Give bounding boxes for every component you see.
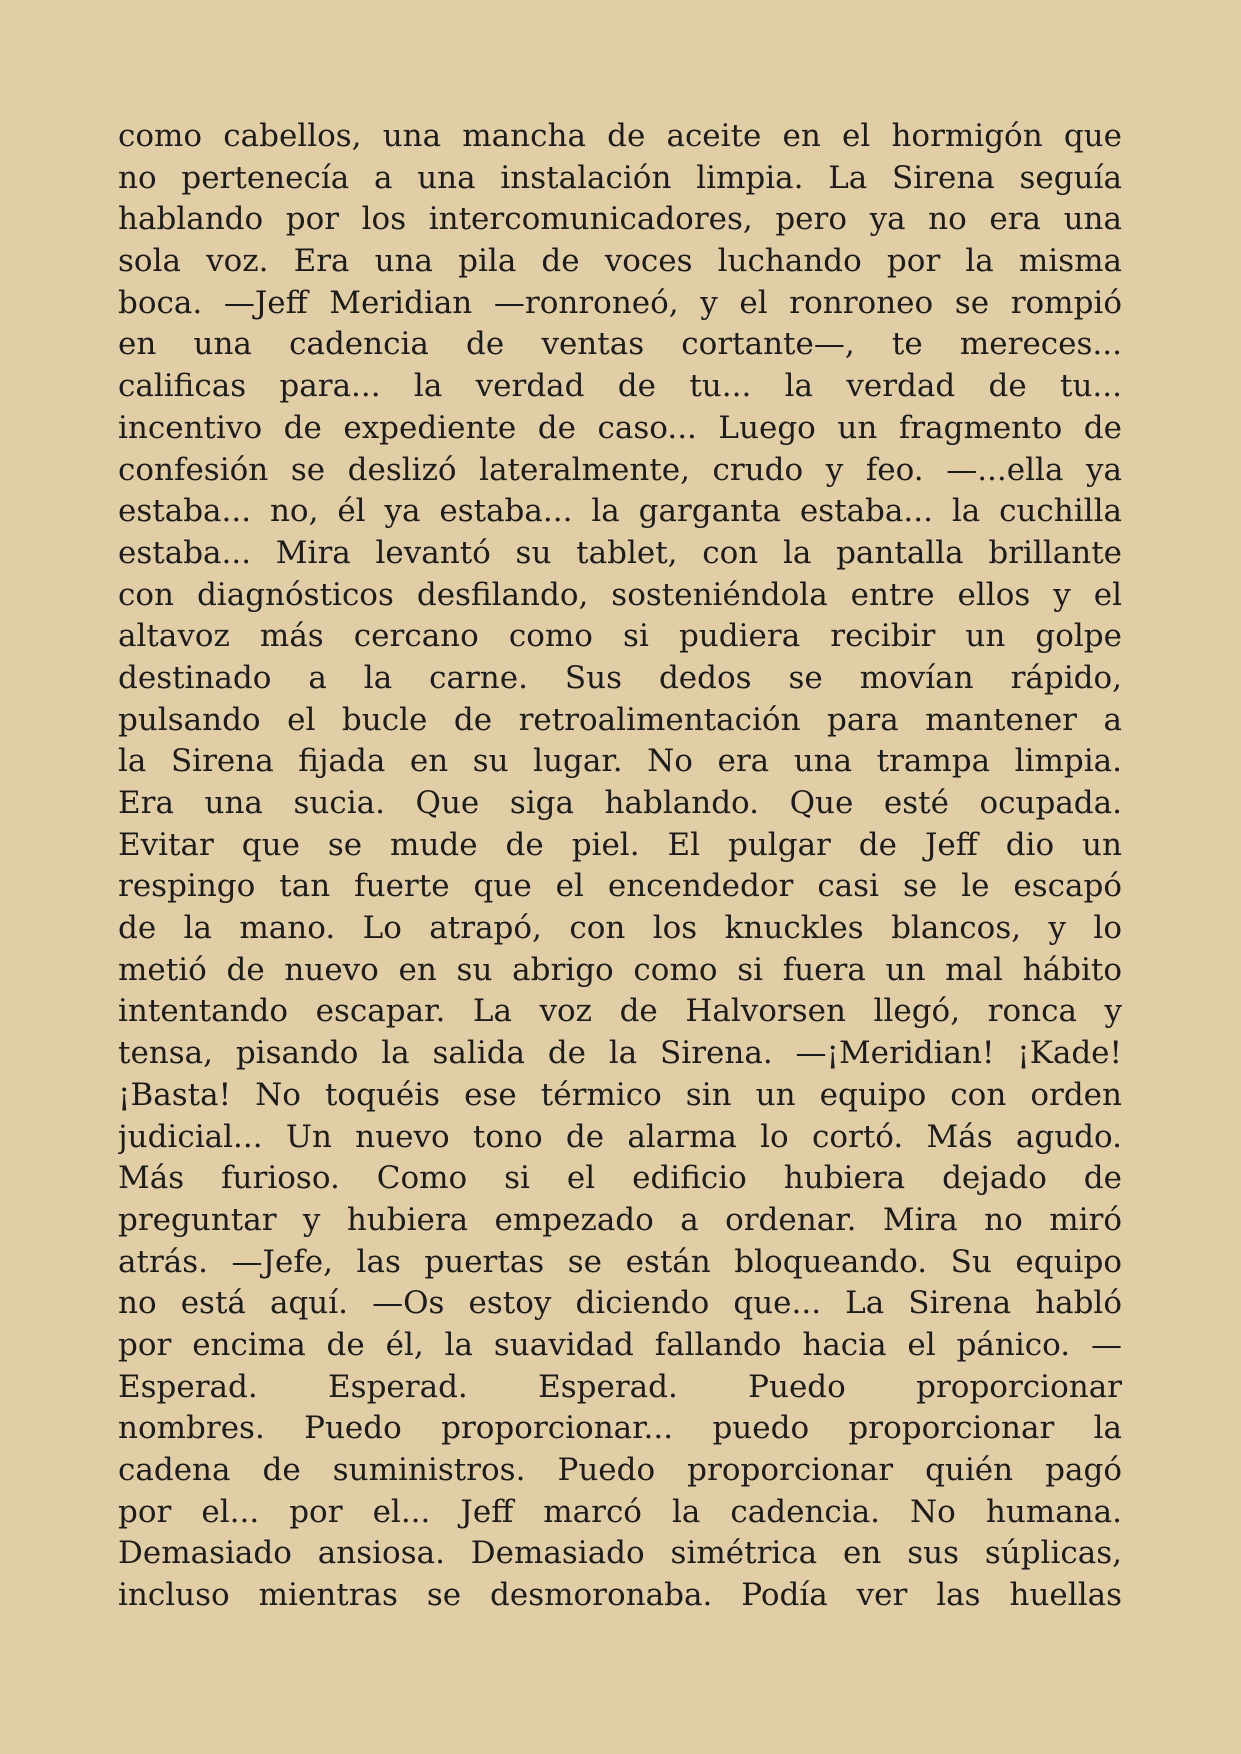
text-line: Era una sucia. Que siga hablando. Que esté ocupada. [118, 785, 1122, 821]
body-text-block [118, 116, 1122, 1617]
text-line: Evitar que se mude de piel. El pulgar de Jeff dio un [118, 826, 1122, 863]
text-line: Esperad. Esperad. Esperad. Puedo proporcionar [118, 1368, 1122, 1405]
text-line: respingo tan fuerte que el encendedor casi se le escapó [118, 868, 1122, 905]
text-line: preguntar y hubiera empezado a ordenar. Mira no miró [118, 1201, 1122, 1238]
text-line: incluso mientras se desmoronaba. Podía ver las huellas [118, 1577, 1122, 1614]
text-line: por encima de él, la suavidad fallando hacia el pánico. — [118, 1326, 1122, 1363]
text-line: de la mano. Lo atrapó, con los knuckles blancos, y lo [118, 910, 1122, 947]
text-line: nombres. Puedo proporcionar... puedo proporcionar la [118, 1410, 1122, 1447]
text-line: destinado a la carne. Sus dedos se movían rápido, [118, 659, 1122, 696]
text-line: como cabellos, una mancha de aceite en el hormigón que [118, 118, 1122, 154]
text-line: estaba... no, él ya estaba... la garganta estaba... la cuchilla [118, 493, 1122, 530]
text-line: incentivo de expediente de caso... Luego un fragmento de [118, 409, 1122, 446]
text-line: Demasiado ansiosa. Demasiado simétrica en sus súplicas, [118, 1535, 1122, 1572]
text-line: hablando por los intercomunicadores, pero ya no era una [118, 201, 1122, 238]
text-line: intentando escapar. La voz de Halvorsen llegó, ronca y [118, 993, 1122, 1030]
text-line: pulsando el bucle de retroalimentación para mantener a [118, 701, 1122, 738]
text-line: Más furioso. Como si el edificio hubiera dejado de [118, 1160, 1122, 1197]
text-line: no está aquí. —Os estoy diciendo que... La Sirena habló [118, 1285, 1122, 1322]
text-line: confesión se deslizó lateralmente, crudo y feo. —...ella ya [118, 451, 1122, 488]
text-line: atrás. —Jefe, las puertas se están bloqueando. Su equipo [118, 1243, 1122, 1280]
text-line: metió de nuevo en su abrigo como si fuera un mal hábito [118, 951, 1122, 988]
text-line: en una cadencia de ventas cortante—, te mereces... [118, 326, 1122, 363]
text-line: con diagnósticos desfilando, sosteniéndola entre ellos y el [118, 576, 1122, 613]
text-line: judicial... Un nuevo tono de alarma lo cortó. Más agudo. [118, 1118, 1122, 1155]
text-line: sola voz. Era una pila de voces luchando por la misma [118, 243, 1122, 280]
text-line: altavoz más cercano como si pudiera recibir un golpe [118, 618, 1122, 655]
text-line: calificas para... la verdad de tu... la verdad de tu... [118, 368, 1122, 405]
text-line: por el... por el... Jeff marcó la cadencia. No humana. [118, 1493, 1122, 1530]
text-line: ¡Basta! No toquéis ese térmico sin un equipo con orden [118, 1076, 1122, 1113]
text-line: no pertenecía a una instalación limpia. La Sirena seguía [118, 159, 1122, 196]
text-line: estaba... Mira levantó su tablet, con la pantalla brillante [118, 534, 1122, 571]
text-line: boca. —Jeff Meridian —ronroneó, y el ronroneo se rompió [118, 284, 1122, 321]
text-line: cadena de suministros. Puedo proporcionar quién pagó [118, 1452, 1122, 1488]
text-line: tensa, pisando la salida de la Sirena. —¡Meridian! ¡Kade! [118, 1035, 1122, 1072]
text-line: la Sirena fijada en su lugar. No era una trampa limpia. [118, 743, 1122, 780]
